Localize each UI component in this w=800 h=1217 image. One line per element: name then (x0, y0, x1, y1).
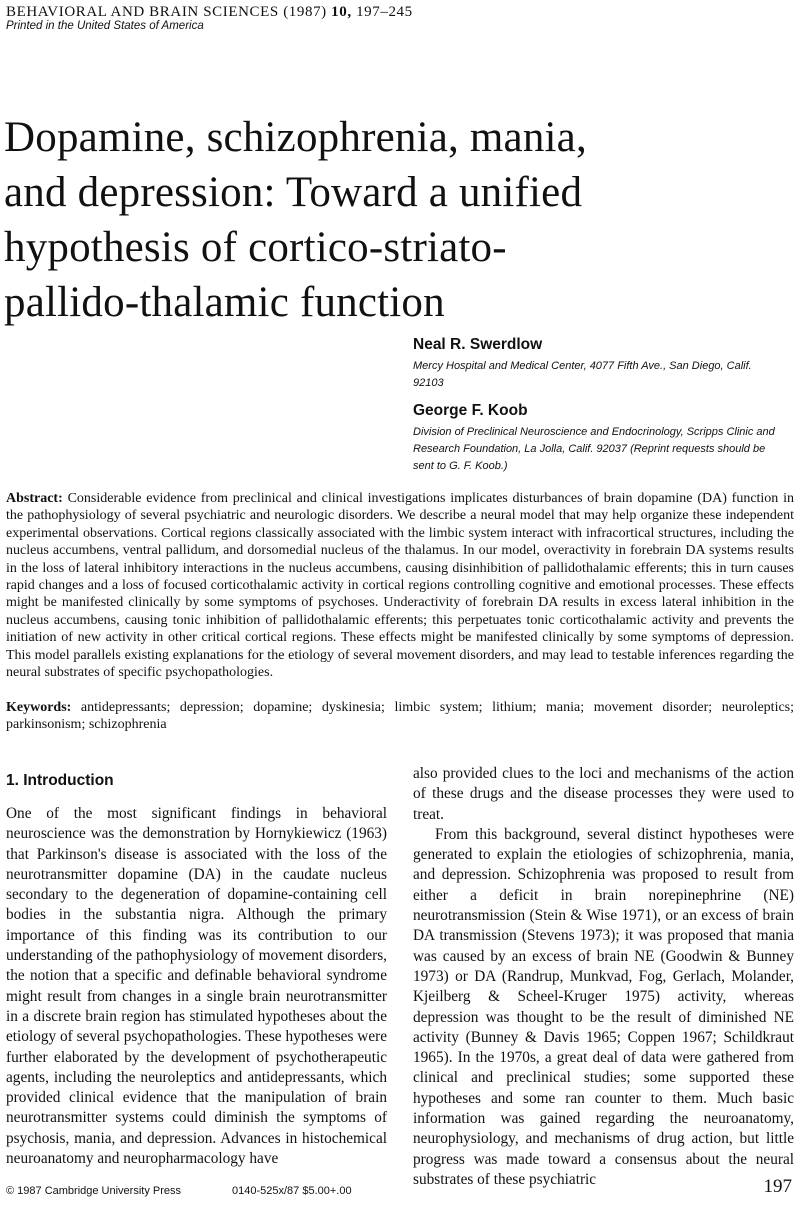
author-affiliation (413, 424, 793, 475)
abstract (6, 490, 794, 681)
affiliation-line: 92103 (413, 377, 444, 389)
keywords-text: antidepressants; depression; dopamine; dyskinesia; limbic system; lithium; mania; movement disorder; neuroleptics; parkinsonism; schizophrenia (6, 700, 795, 733)
journal-name: BEHAVIORAL AND BRAIN SCIENCES (1987) (6, 4, 327, 20)
title-line: and depression: Toward a unified (4, 169, 583, 216)
keywords-label: Keywords: (6, 700, 72, 715)
printed-note: Printed in the United States of America (6, 20, 204, 32)
author-affiliation (413, 358, 793, 392)
article-title (4, 110, 784, 330)
journal-volume: 10, (331, 4, 352, 20)
title-line: pallido-thalamic function (4, 279, 445, 326)
affiliation-line: sent to G. F. Koob.) (413, 460, 508, 472)
paragraph: From this background, several distinct hypotheses were generated to explain the etiologies of schizophrenia, mania, and depression. Schizophrenia was proposed to result from either a deficit in brain norepinephrine (NE) neurotransmission (Stein & Wise 1971), or an excess of brain DA transmission (Stevens 1973); it was proposed that mania was caused by an excess of brain NE (Goodwin & Bunney 1973) or DA (Randrup, Munkvad, Fog, Gerlach, Molander, Kjeilberg & Scheel-Kruger 1975) activity, whereas depression was thought to be the result of diminished NE activity (Bunney & Davis 1965; Coppen 1967; Schildkraut 1965). In the 1970s, a great deal of data were gathered from clinical and preclinical studies; some supported these hypotheses and some ran counter to them. Much basic information was gained regarding the neuroanatomy, neurophysiology, and mechanisms of drug action, but little progress was made toward a consensus about the neural substrates of these psychiatric (413, 825, 794, 1188)
title-line: Dopamine, schizophrenia, mania, (4, 114, 587, 161)
keywords (6, 699, 794, 734)
paragraph: also provided clues to the loci and mechanisms of the action of these drugs and the disease processes they were used to treat. (413, 765, 794, 823)
section-heading: 1. Introduction (6, 772, 114, 789)
author-block-1 (413, 336, 793, 392)
affiliation-line: Research Foundation, La Jolla, Calif. 92037 (Reprint requests should be (413, 443, 766, 455)
issn-price: 0140-525x/87 $5.00+.00 (232, 1185, 352, 1197)
author-name: Neal R. Swerdlow (413, 336, 543, 353)
paragraph: One of the most significant findings in behavioral neuroscience was the demonstration by Hornykiewicz (1963) that Parkinson's disease is associated with the loss of the neurotransmitter dopamine (DA) in the caudate nucleus secondary to the degeneration of dopamine-containing cell bodies in the substantia nigra. Although the primary importance of this finding was its contribution to our understanding of the pathophysiology of movement disorders, the notion that a specific and definable behavioral syndrome might result from changes in a single brain neurotransmitter in a discrete brain region has stimulated hypotheses about the etiology of several psychopathologies. These hypotheses were further elaborated by the development of psychotherapeutic agents, including the neuroleptics and antidepressants, which provided clinical evidence that the manipulation of brain neurotransmitter systems could diminish the symptoms of psychosis, mania, and depression. Advances in histochemical neuroanatomy and neuropharmacology have (6, 805, 387, 1168)
abstract-label: Abstract: (6, 491, 63, 506)
author-name: George F. Koob (413, 402, 528, 419)
affiliation-line: Mercy Hospital and Medical Center, 4077 Fifth Ave., San Diego, Calif. (413, 360, 752, 372)
affiliation-line: Division of Preclinical Neuroscience and Endocrinology, Scripps Clinic and (413, 426, 775, 438)
right-column (413, 764, 794, 1190)
page-number: 197 (763, 1176, 792, 1197)
title-line: hypothesis of cortico-striato- (4, 224, 507, 271)
author-block-2 (413, 402, 793, 475)
journal-pages: 197–245 (356, 4, 413, 20)
left-column (6, 804, 387, 1169)
journal-header (6, 4, 413, 21)
abstract-text: Considerable evidence from preclinical and clinical investigations implicates disturbances of brain dopamine (DA) function in the pathophysiology of several psychiatric and neurologic disorders. We describe a neural model that may help organize these independent experimental observations. Cortical regions classically associated with the limbic system interact with infracortical structures, including the nucleus accumbens, ventral pallidum, and dorsomedial nucleus of the thalamus. In our model, overactivity in forebrain DA systems results in the loss of lateral inhibitory interactions in the nucleus accumbens, causing disinhibition of pallidothalamic efferents; this in turn causes rapid changes and a loss of focused corticothalamic activity in cortical regions controlling cognitive and emotional processes. These effects might be manifested clinically by some symptoms of psychoses. Underactivity of forebrain DA results in excess lateral inhibition in the nucleus accumbens, causing tonic inhibition of pallidothalamic efferents; this perpetuates tonic corticothalamic activity and prevents the initiation of new activity in other critical cortical regions. These effects might be manifested clinically by some symptoms of depression. This model parallels existing explanations for the etiology of several movement disorders, and may lead to testable inferences regarding the neural substrates of specific psychopathologies. (6, 491, 794, 681)
copyright-notice: © 1987 Cambridge University Press (6, 1185, 182, 1197)
